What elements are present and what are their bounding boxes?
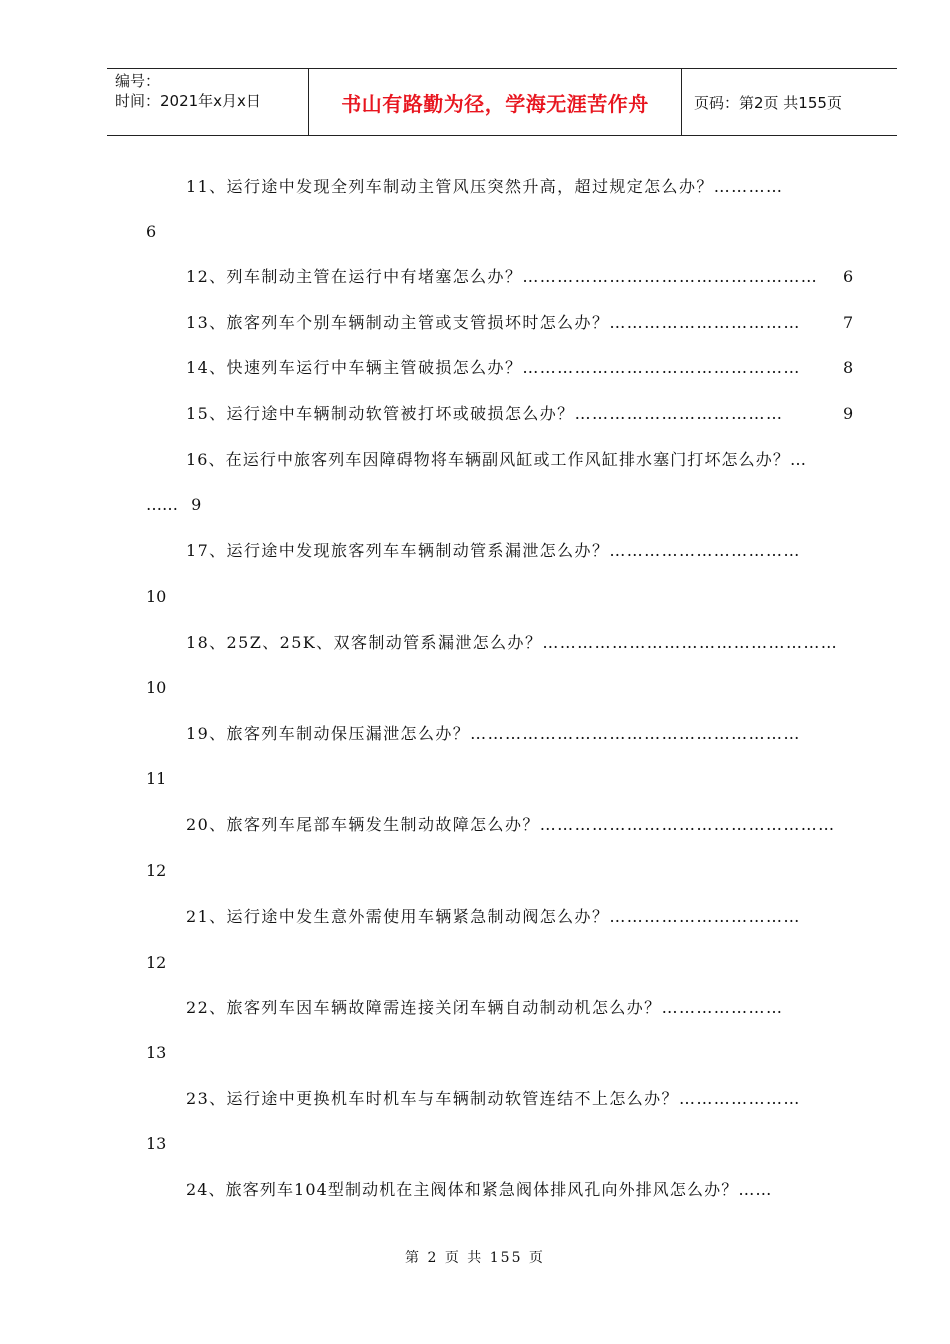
toc-page-number: 10 <box>146 587 167 606</box>
toc-entry[interactable] <box>186 633 838 653</box>
toc-entry-text: 11、运行途中发现全列车制动主管风压突然升高，超过规定怎么办？ <box>186 177 714 196</box>
toc-leader: ……………………………… <box>574 404 784 423</box>
toc-entry-text: 23、运行途中更换机车时机车与车辆制动软管连结不上怎么办？ <box>186 1089 679 1108</box>
toc-entry-text: 12、列车制动主管在运行中有堵塞怎么办？ <box>186 267 523 286</box>
toc-page-number: 12 <box>146 953 167 972</box>
toc-entry-text: 13、旅客列车个别车辆制动主管或支管损坏时怎么办？ <box>186 313 610 332</box>
toc-leader: …………………………………………… <box>522 267 819 286</box>
toc-entry[interactable] <box>186 313 801 333</box>
toc-leader: ………… <box>713 177 784 196</box>
toc-entry[interactable] <box>186 404 783 424</box>
toc-leader: ………………… <box>661 998 784 1017</box>
toc-leader: …………………………… <box>609 907 801 926</box>
code-label: 编号： <box>115 72 161 90</box>
header-motto: 书山有路勤为径，学海无涯苦作舟 <box>309 69 682 135</box>
toc-entry[interactable] <box>186 815 836 835</box>
toc-leader: …………………………… <box>609 313 801 332</box>
toc-entry-text: 20、旅客列车尾部车辆发生制动故障怎么办？ <box>186 815 540 834</box>
toc-page-number: 9 <box>191 495 202 514</box>
toc-entry[interactable] <box>186 1089 801 1109</box>
toc-page-number: 7 <box>843 313 854 332</box>
toc-leader: ………………………………………… <box>522 358 801 377</box>
toc-entry-text: 22、旅客列车因车辆故障需连接关闭车辆自动制动机怎么办？ <box>186 998 662 1017</box>
toc-entry[interactable] <box>186 267 818 287</box>
toc-entry-text: 17、运行途中发现旅客列车车辆制动管系漏泄怎么办？ <box>186 541 610 560</box>
toc-leader: …………………………………………… <box>542 633 839 652</box>
toc-entry[interactable] <box>186 450 807 470</box>
toc-entry-text: 19、旅客列车制动保压漏泄怎么办？ <box>186 724 471 743</box>
toc-page-number: 8 <box>843 358 854 377</box>
toc-leader: ………………… <box>678 1089 801 1108</box>
toc-entry-text: 15、运行途中车辆制动软管被打坏或破损怎么办？ <box>186 404 575 423</box>
toc-leader: ………………………………………………… <box>470 724 801 743</box>
toc-page-number: 9 <box>843 404 854 423</box>
toc-entry[interactable] <box>186 177 783 197</box>
toc-page-number: 11 <box>146 769 167 788</box>
toc-entry[interactable] <box>186 998 783 1018</box>
toc-page-number: 13 <box>146 1043 167 1062</box>
toc-entry[interactable] <box>186 724 801 744</box>
toc-entry-text: 16、在运行中旅客列车因障碍物将车辆副风缸或工作风缸排水塞门打坏怎么办？ <box>186 450 790 469</box>
toc-leader: …… <box>146 495 178 514</box>
toc-page-number: 6 <box>843 267 854 286</box>
header-page-info: 页码：第2页 共155页 <box>694 93 842 112</box>
toc-page-number: 10 <box>146 678 167 697</box>
toc-entry-text: 14、快速列车运行中车辆主管破损怎么办？ <box>186 358 523 377</box>
toc-entry-text: 18、25Z、25K、双客制动管系漏泄怎么办？ <box>186 633 543 652</box>
time-label: 时间：2021年x月x日 <box>115 92 261 110</box>
toc-leader: …………………………………………… <box>539 815 836 834</box>
toc-leader: …… <box>738 1180 773 1199</box>
toc-leader: …………………………… <box>609 541 801 560</box>
toc-page-number: 6 <box>146 222 157 241</box>
toc-entry[interactable] <box>186 541 801 561</box>
page-footer: 第 2 页 共 155 页 <box>405 1250 545 1266</box>
toc-entry-text: 21、运行途中发生意外需使用车辆紧急制动阀怎么办？ <box>186 907 610 926</box>
header-meta <box>107 69 309 135</box>
page-header <box>107 68 897 136</box>
toc-page-number: 13 <box>146 1134 167 1153</box>
toc-entry[interactable] <box>186 907 801 927</box>
toc-leader: … <box>789 450 808 469</box>
toc-page-number: 12 <box>146 861 167 880</box>
toc-entry-continuation <box>146 495 201 515</box>
toc-entry[interactable] <box>186 358 801 378</box>
toc-entry-text: 24、旅客列车104型制动机在主阀体和紧急阀体排风孔向外排风怎么办？ <box>186 1180 739 1199</box>
toc-entry[interactable] <box>186 1180 773 1200</box>
